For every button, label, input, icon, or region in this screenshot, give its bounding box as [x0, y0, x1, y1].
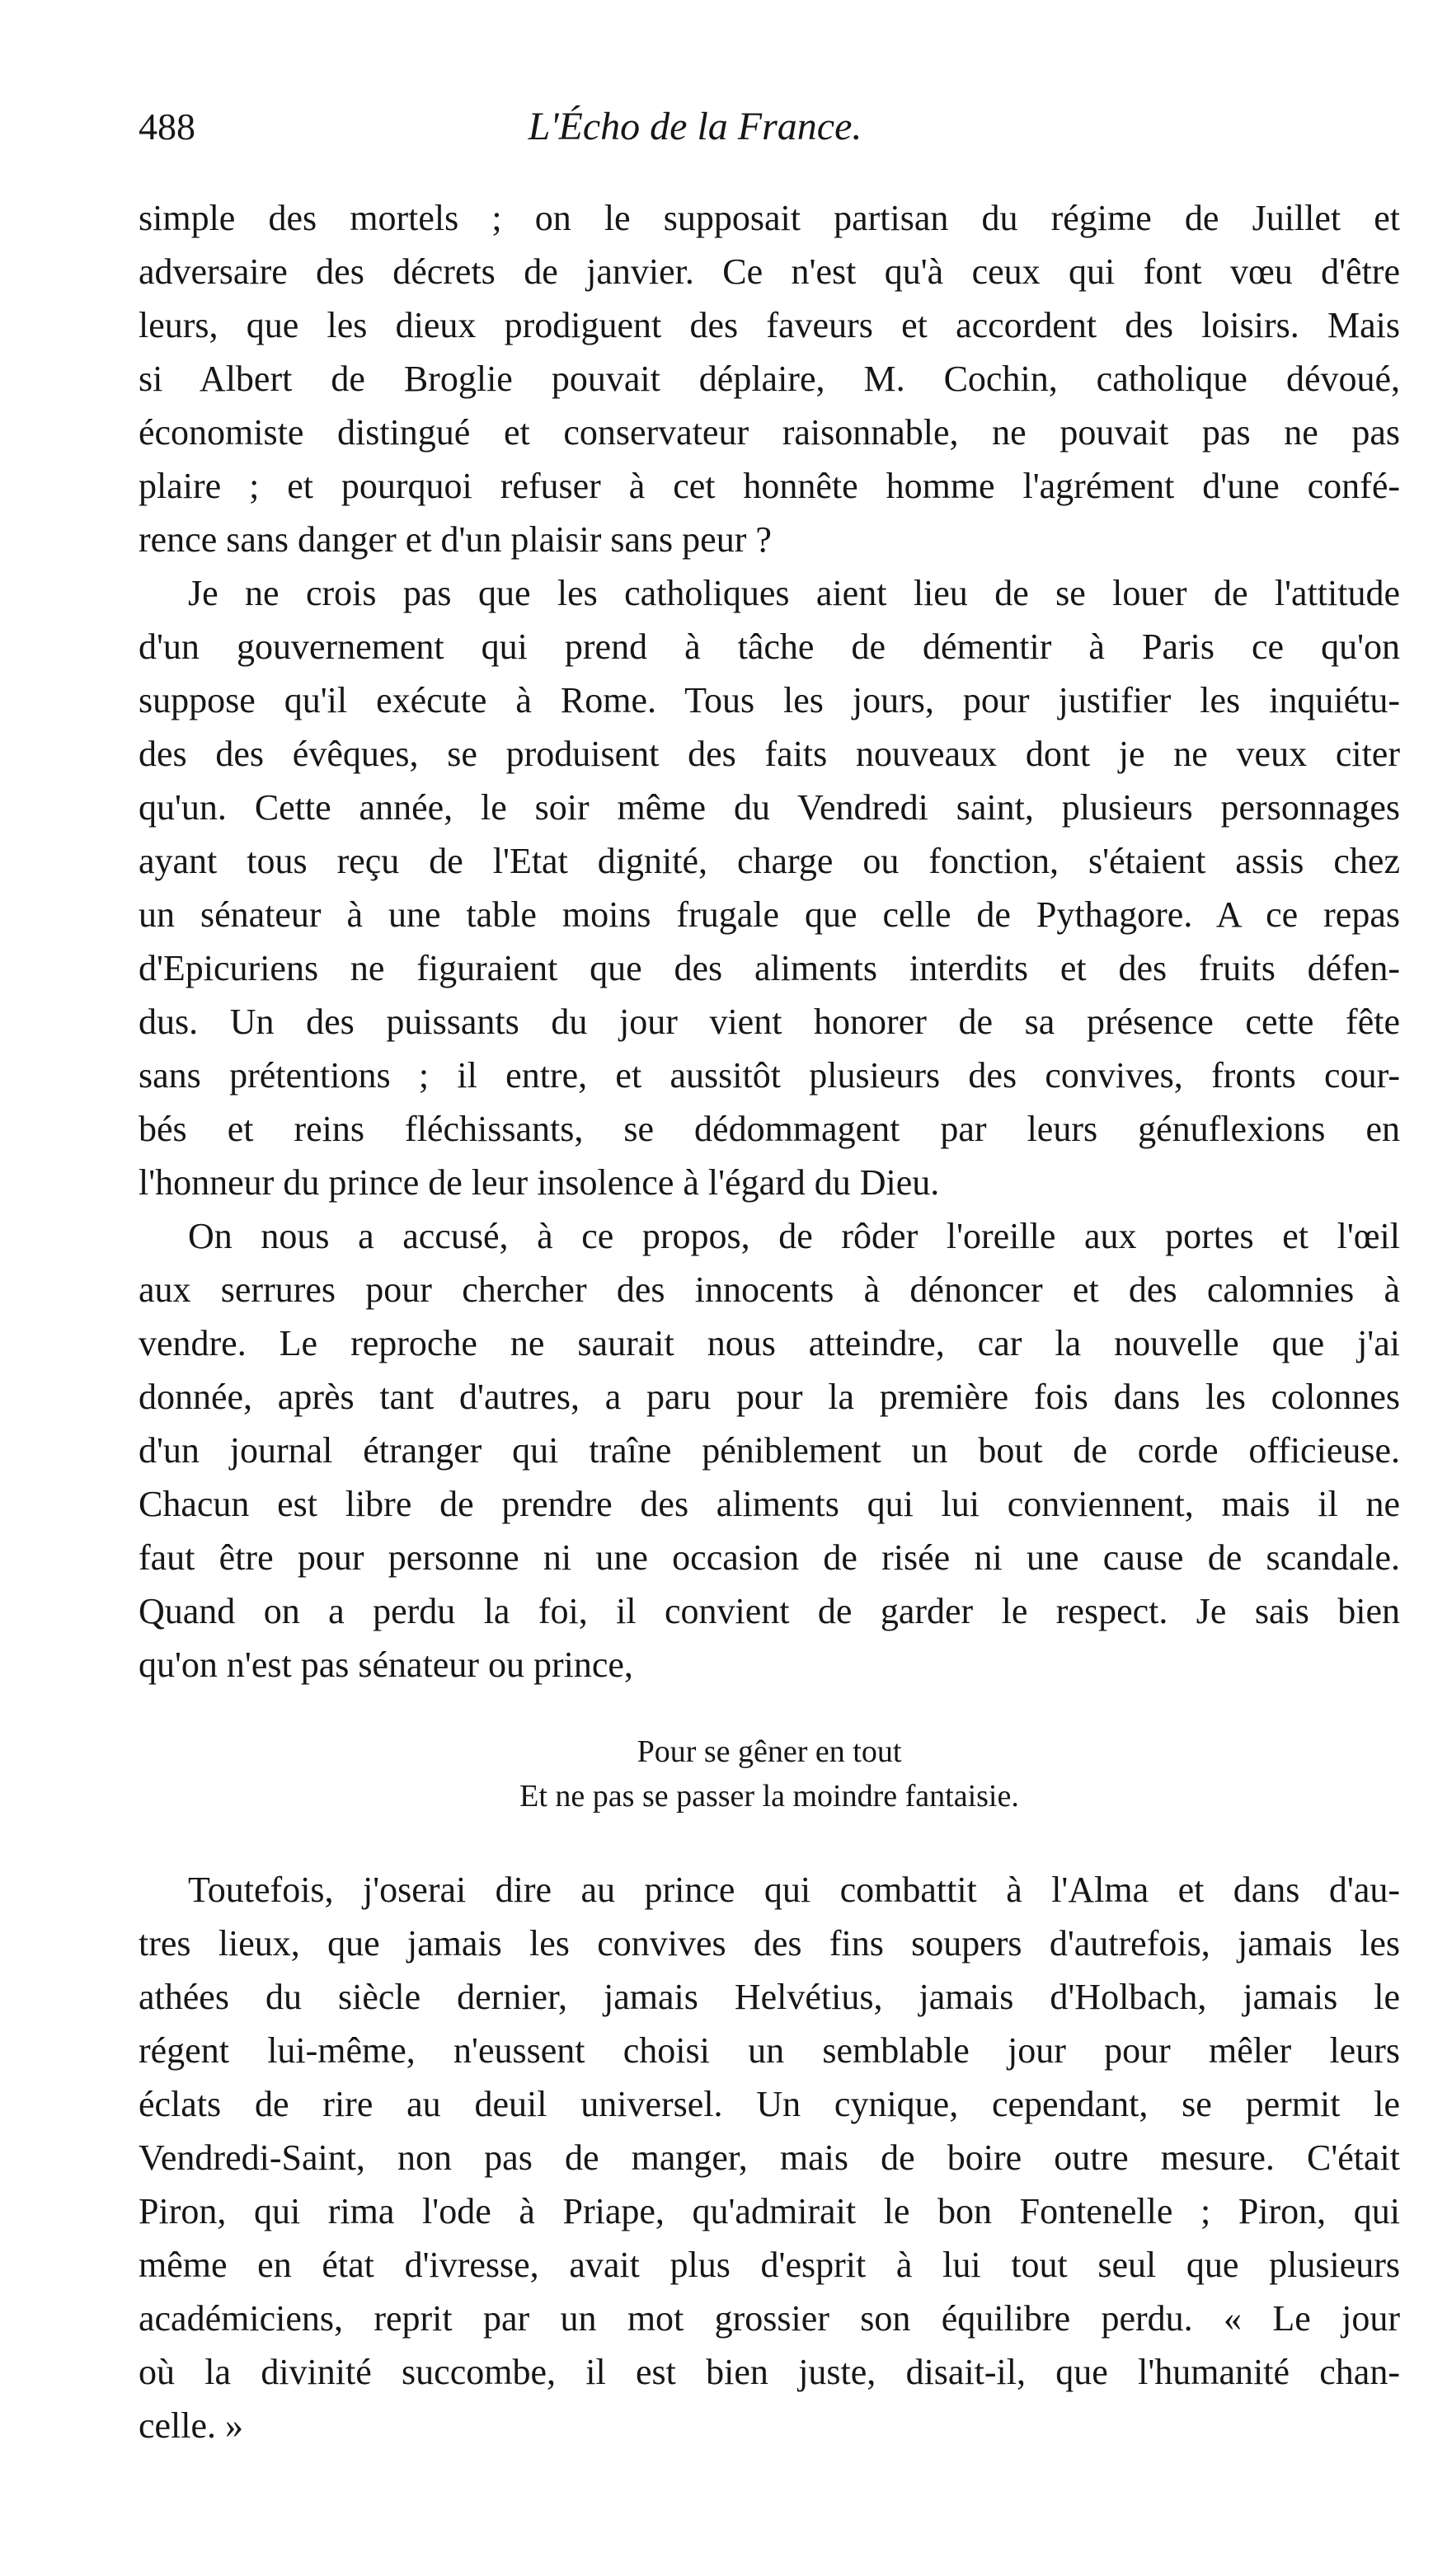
text-line: qu'on n'est pas sénateur ou prince,: [139, 1645, 633, 1685]
text-line: Chacun est libre de prendre des aliments qui lui conviennent, mais il ne: [139, 1484, 1400, 1524]
text-line: athées du siècle dernier, jamais Helvétius, jamais d'Holbach, jamais le: [139, 1977, 1400, 2017]
text-line: si Albert de Broglie pouvait déplaire, M. Cochin, catholique dévoué,: [139, 359, 1400, 399]
page-body: [139, 191, 1400, 2452]
text-line: où la divinité succombe, il est bien juste, disait-il, que l'humanité chan-: [139, 2352, 1400, 2392]
text-line: Toutefois, j'oserai dire au prince qui combattit à l'Alma et dans d'au-: [188, 1870, 1400, 1910]
text-line: bés et reins fléchissants, se dédommagent par leurs génuflexions en: [139, 1109, 1400, 1149]
text-line: Quand on a perdu la foi, il convient de garder le respect. Je sais bien: [139, 1591, 1400, 1631]
text-line: adversaire des décrets de janvier. Ce n'est qu'à ceux qui font vœu d'être: [139, 251, 1400, 292]
text-line: Piron, qui rima l'ode à Priape, qu'admirait le bon Fontenelle ; Piron, qui: [139, 2191, 1400, 2231]
text-line: qu'un. Cette année, le soir même du Vendredi saint, plusieurs personnages: [139, 787, 1400, 828]
paragraph-4: [139, 1863, 1400, 2452]
text-line: celle. »: [139, 2405, 244, 2446]
text-line: faut être pour personne ni une occasion de risée ni une cause de scandale.: [139, 1537, 1400, 1578]
text-line: économiste distingué et conservateur raisonnable, ne pouvait pas ne pas: [139, 412, 1400, 453]
verse-line: Pour se gêner en tout: [637, 1734, 902, 1769]
page-header: [139, 97, 1400, 157]
text-line: Vendredi-Saint, non pas de manger, mais de boire outre mesure. C'était: [139, 2137, 1400, 2178]
text-line: rence sans danger et d'un plaisir sans peur ?: [139, 519, 772, 560]
running-title: L'Écho de la France.: [528, 105, 862, 148]
text-line: vendre. Le reproche ne saurait nous atteindre, car la nouvelle que j'ai: [139, 1323, 1400, 1363]
text-line: simple des mortels ; on le supposait partisan du régime de Juillet et: [139, 198, 1400, 238]
text-line: tres lieux, que jamais les convives des fins soupers d'autrefois, jamais les: [139, 1923, 1400, 1964]
text-line: des des évêques, se produisent des faits nouveaux dont je ne veux citer: [139, 734, 1400, 774]
page-number: 488: [139, 106, 195, 148]
text-line: donnée, après tant d'autres, a paru pour la première fois dans les colonnes: [139, 1377, 1400, 1417]
text-line: d'un journal étranger qui traîne péniblement un bout de corde officieuse.: [139, 1430, 1400, 1471]
text-line: plaire ; et pourquoi refuser à cet honnête homme l'agrément d'une confé-: [139, 466, 1400, 506]
text-line: dus. Un des puissants du jour vient honorer de sa présence cette fête: [139, 1002, 1400, 1042]
text-line: d'Epicuriens ne figuraient que des aliments interdits et des fruits défen-: [139, 948, 1400, 988]
verse-line: Et ne pas se passer la moindre fantaisie.: [519, 1779, 1019, 1814]
paragraph-2: [139, 566, 1400, 1209]
text-line: régent lui-même, n'eussent choisi un semblable jour pour mêler leurs: [139, 2030, 1400, 2071]
text-line: l'honneur du prince de leur insolence à l'égard du Dieu.: [139, 1162, 940, 1203]
text-line: On nous a accusé, à ce propos, de rôder l'oreille aux portes et l'œil: [188, 1216, 1400, 1256]
verse-quotation: [139, 1729, 1400, 1818]
paragraph-3: [139, 1209, 1400, 1692]
text-line: suppose qu'il exécute à Rome. Tous les jours, pour justifier les inquiétu-: [139, 680, 1400, 720]
text-line: un sénateur à une table moins frugale que celle de Pythagore. A ce repas: [139, 894, 1400, 935]
text-line: leurs, que les dieux prodiguent des faveurs et accordent des loisirs. Mais: [139, 305, 1400, 345]
text-line: d'un gouvernement qui prend à tâche de démentir à Paris ce qu'on: [139, 626, 1400, 667]
paragraph-1: [139, 191, 1400, 566]
text-line: aux serrures pour chercher des innocents à dénoncer et des calomnies à: [139, 1269, 1400, 1310]
text-line: même en état d'ivresse, avait plus d'esprit à lui tout seul que plusieurs: [139, 2245, 1400, 2285]
text-line: académiciens, reprit par un mot grossier son équilibre perdu. « Le jour: [139, 2298, 1400, 2339]
text-line: éclats de rire au deuil universel. Un cynique, cependant, se permit le: [139, 2084, 1400, 2124]
text-line: sans prétentions ; il entre, et aussitôt plusieurs des convives, fronts cour-: [139, 1055, 1400, 1096]
text-line: Je ne crois pas que les catholiques aient lieu de se louer de l'attitude: [188, 573, 1400, 613]
text-line: ayant tous reçu de l'Etat dignité, charge ou fonction, s'étaient assis chez: [139, 841, 1400, 881]
